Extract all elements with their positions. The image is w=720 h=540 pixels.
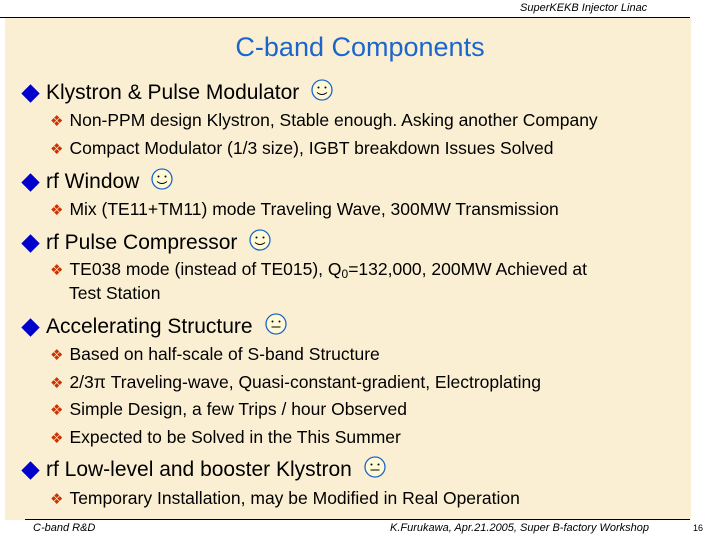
diamond-bullet-icon (21, 461, 39, 479)
list-item: ❖ Expected to be Solved in the This Summer (50, 427, 401, 447)
list-item: ❖ Temporary Installation, may be Modified in Real Operation (50, 488, 520, 508)
footer-left-text: C-band R&D (33, 522, 96, 534)
smiley-face-icon (265, 313, 287, 341)
list-item: ❖ Mix (TE11+TM11) mode Traveling Wave, 300MW Transmission (50, 199, 559, 219)
list-item: ❖ TE038 mode (instead of TE015), $Q_0=132,000$, 200MW Achieved at (50, 259, 588, 281)
checkmark-bullet-icon: ❖ (50, 429, 64, 447)
list-item: ❖ Compact Modulator (1/3 size), IGBT breakdown Issues Solved (50, 138, 554, 158)
section-heading: rf Low-level and booster Klystron (46, 458, 352, 481)
checkmark-bullet-icon: ❖ (50, 261, 64, 279)
slide-title: C-band Components (235, 32, 485, 62)
section-heading: Accelerating Structure (46, 315, 253, 338)
smiley-face-icon (249, 229, 271, 257)
section-accelerating-structure (22, 313, 287, 341)
slide-header: SuperKEKB Injector Linac (520, 2, 648, 14)
section-klystron (22, 79, 333, 107)
smiley-face-icon (151, 168, 173, 196)
list-item-continuation: Test Station (69, 283, 161, 303)
checkmark-bullet-icon: ❖ (50, 112, 64, 130)
list-item: ❖ Simple Design, a few Trips / hour Observed (50, 399, 407, 419)
checkmark-bullet-icon: ❖ (50, 490, 64, 508)
section-heading: Klystron & Pulse Modulator (46, 81, 300, 104)
diamond-bullet-icon (21, 84, 39, 102)
checkmark-bullet-icon: ❖ (50, 201, 64, 219)
smiley-face-icon (311, 79, 333, 107)
diamond-bullet-icon (21, 173, 39, 191)
footer-right-text: K.Furukawa, Apr.21.2005, Super B-factory Workshop (390, 522, 650, 534)
diamond-bullet-icon (21, 234, 39, 252)
checkmark-bullet-icon: ❖ (50, 140, 64, 158)
checkmark-bullet-icon: ❖ (50, 346, 64, 364)
checkmark-bullet-icon: ❖ (50, 374, 64, 392)
list-item: ❖ 2/3π Traveling-wave, Quasi-constant-gradient, Electroplating (50, 372, 541, 392)
smiley-face-icon (364, 456, 386, 484)
section-rf-low-level (22, 456, 386, 484)
list-item: ❖ Based on half-scale of S-band Structure (50, 344, 380, 364)
diamond-bullet-icon (21, 318, 39, 336)
section-heading: rf Window (46, 170, 140, 193)
checkmark-bullet-icon: ❖ (50, 401, 64, 419)
section-rf-window (22, 168, 173, 196)
page-number: 16 (693, 523, 704, 533)
section-heading: rf Pulse Compressor (46, 231, 238, 254)
section-rf-pulse-compressor (22, 229, 271, 257)
list-item: ❖ Non-PPM design Klystron, Stable enough. Asking another Company (50, 110, 598, 130)
footer-rule (25, 519, 690, 520)
